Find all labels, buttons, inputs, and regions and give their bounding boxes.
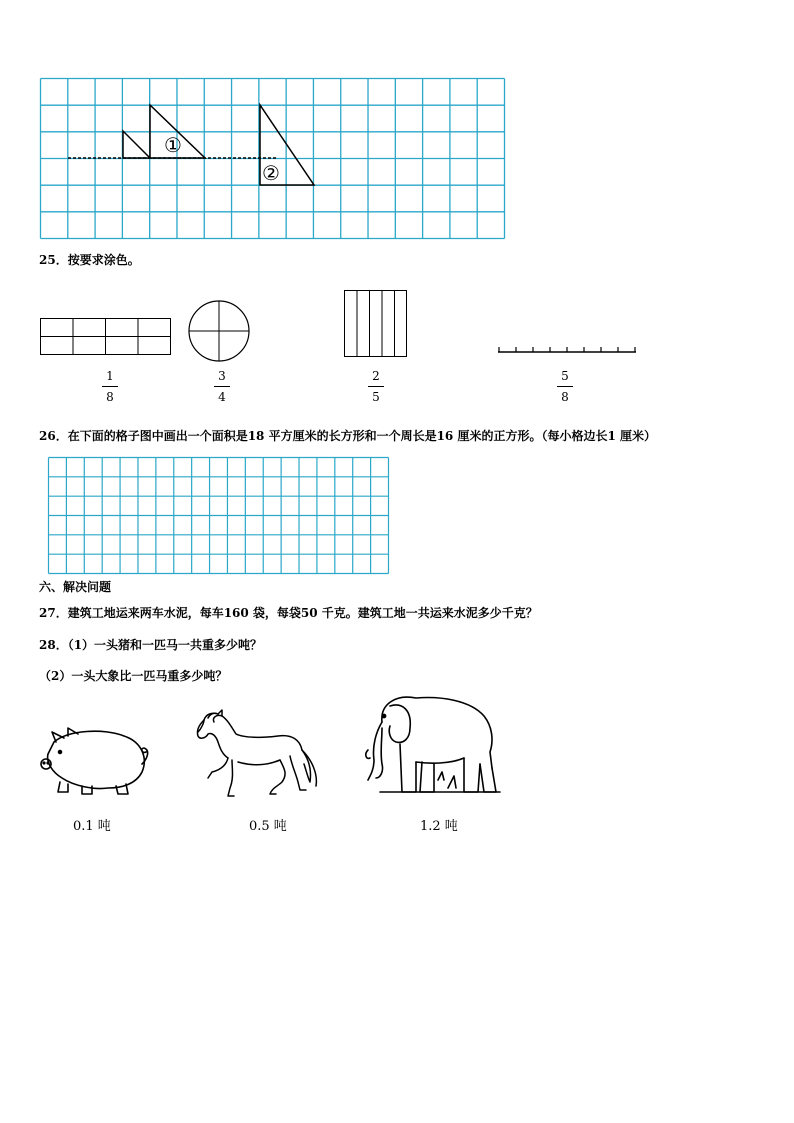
fraction-denominator: 8	[106, 390, 114, 404]
question-28-part-1: 28．（1）一头猪和一匹马一共重多少吨？	[39, 638, 263, 652]
elephant-picture	[360, 692, 500, 800]
fraction-3-4	[210, 368, 234, 405]
fraction-denominator: 4	[218, 390, 226, 404]
fraction-numerator: 1	[106, 369, 114, 383]
fraction-denominator: 5	[372, 390, 380, 404]
question-26: 26．在下面的格子图中画出一个面积是18 平方厘米的长方形和一个周长是16 厘米的正方形。（每小格边长1 厘米）	[39, 429, 656, 443]
circle-quarters-shape	[188, 300, 250, 362]
fraction-numerator: 3	[218, 369, 226, 383]
fraction-numerator: 5	[561, 369, 569, 383]
elephant-weight-label: 1.2 吨	[420, 819, 458, 834]
pig-picture	[38, 728, 150, 796]
pig-weight-label: 0.1 吨	[73, 819, 111, 834]
triangle-1-label: ①	[164, 133, 182, 157]
section-6-title: 六、解决问题	[39, 580, 112, 594]
question-25: 25．按要求涂色。	[39, 253, 140, 267]
question-27: 27．建筑工地运来两车水泥，每车160 袋，每袋50 千克。建筑工地一共运来水泥多少千克？	[39, 606, 538, 620]
horse-picture	[192, 708, 320, 800]
rectangle-eighths-shape	[40, 318, 172, 356]
segmented-line-shape	[498, 345, 638, 357]
triangle-grid-figure	[40, 78, 505, 240]
question-28-part-2: （2）一头大象比一匹马重多少吨？	[39, 669, 228, 683]
horse-weight-label: 0.5 吨	[249, 819, 287, 834]
fraction-numerator: 2	[372, 369, 380, 383]
fraction-1-8	[98, 368, 122, 405]
triangle-2-label: ②	[262, 161, 280, 185]
fraction-2-5	[364, 368, 388, 405]
triangle-small	[123, 131, 150, 158]
fraction-5-8	[553, 368, 577, 405]
drawing-grid	[48, 457, 390, 575]
rectangle-fifths-shape	[344, 290, 408, 358]
fraction-denominator: 8	[561, 390, 569, 404]
